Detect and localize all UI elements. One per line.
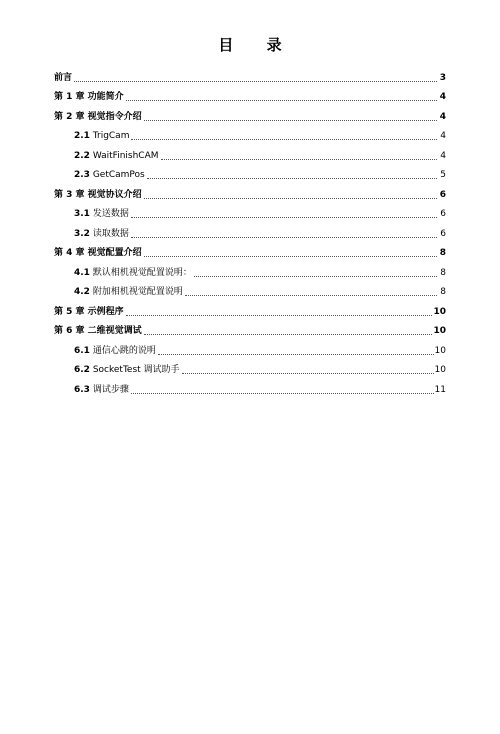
toc-entry-chapter-1[interactable] xyxy=(54,84,446,104)
toc-entry-4-2[interactable] xyxy=(54,279,446,299)
toc-entry-page: 4 xyxy=(440,150,446,161)
toc-entry-4-1[interactable] xyxy=(54,259,446,279)
toc-entry-number: 6.2 xyxy=(74,365,90,375)
toc-entry-number: 2.3 xyxy=(74,170,90,180)
toc-entry-6-2[interactable] xyxy=(54,357,446,377)
toc-entry-page: 10 xyxy=(434,345,446,356)
toc-entry-number: 2.2 xyxy=(74,150,90,161)
table-of-contents xyxy=(54,64,446,396)
toc-entry-page: 5 xyxy=(440,170,446,180)
toc-entry-chapter-4[interactable] xyxy=(54,240,446,260)
toc-entry-label: 调试步骤 xyxy=(89,384,129,395)
toc-leader-dots xyxy=(131,393,434,394)
toc-leader-dots xyxy=(131,139,437,140)
toc-entry-label: 读取数据 xyxy=(89,228,129,239)
toc-entry-label: WaitFinishCAM xyxy=(89,150,159,161)
toc-entry-label: 前言 xyxy=(54,72,73,83)
toc-entry-2-1[interactable] xyxy=(54,123,446,143)
toc-entry-label: 附加相机视觉配置说明 xyxy=(89,287,183,297)
toc-entry-page: 4 xyxy=(440,131,446,141)
toc-entry-chapter-3[interactable] xyxy=(54,181,446,201)
toc-entry-chapter-5[interactable] xyxy=(54,298,446,318)
toc-leader-dots xyxy=(131,237,437,238)
toc-entry-page: 10 xyxy=(434,365,446,375)
toc-entry-page: 6 xyxy=(440,209,446,219)
toc-leader-dots xyxy=(144,120,437,121)
toc-leader-dots xyxy=(126,315,433,316)
toc-entry-number: 6.1 xyxy=(74,345,90,356)
toc-entry-page: 10 xyxy=(433,326,446,336)
toc-entry-label: 第 5 章 示例程序 xyxy=(54,306,124,317)
toc-leader-dots xyxy=(74,81,437,82)
toc-entry-chapter-6[interactable] xyxy=(54,318,446,338)
toc-entry-label: 第 1 章 功能简介 xyxy=(54,92,124,102)
toc-leader-dots xyxy=(161,159,437,160)
toc-entry-6-1[interactable] xyxy=(54,337,446,357)
toc-leader-dots xyxy=(131,217,437,218)
toc-leader-dots xyxy=(144,256,437,257)
toc-entry-2-2[interactable] xyxy=(54,142,446,162)
toc-entry-number: 4.2 xyxy=(74,287,90,297)
toc-entry-3-2[interactable] xyxy=(54,220,446,240)
toc-entry-page: 10 xyxy=(433,306,446,317)
toc-entry-page: 6 xyxy=(440,228,446,239)
toc-entry-label: GetCamPos xyxy=(89,170,145,180)
toc-leader-dots xyxy=(185,295,437,296)
toc-entry-page: 6 xyxy=(439,189,446,200)
toc-entry-page: 3 xyxy=(439,72,446,83)
toc-leader-dots xyxy=(182,373,434,374)
toc-leader-dots xyxy=(147,178,437,179)
toc-entry-number: 6.3 xyxy=(74,384,90,395)
toc-entry-label: TrigCam xyxy=(89,131,130,141)
toc-entry-label: 第 4 章 视觉配置介绍 xyxy=(54,248,142,258)
toc-entry-label: 发送数据 xyxy=(89,209,129,219)
toc-entry-page: 4 xyxy=(439,111,446,122)
toc-entry-number: 4.1 xyxy=(74,267,90,278)
toc-entry-preface[interactable] xyxy=(54,64,446,84)
toc-entry-label: SocketTest 调试助手 xyxy=(89,365,180,375)
toc-leader-dots xyxy=(194,276,437,277)
toc-entry-label: 默认相机视觉配置说明： xyxy=(89,267,192,278)
toc-entry-page: 4 xyxy=(439,92,446,102)
toc-leader-dots xyxy=(144,334,433,335)
toc-entry-page: 8 xyxy=(439,248,446,258)
toc-leader-dots xyxy=(158,354,434,355)
toc-entry-page: 11 xyxy=(434,384,446,395)
toc-entry-6-3[interactable] xyxy=(54,376,446,396)
toc-leader-dots xyxy=(144,198,437,199)
toc-entry-number: 2.1 xyxy=(74,131,90,141)
toc-title: 目 录 xyxy=(218,36,296,54)
toc-entry-number: 3.1 xyxy=(74,209,90,219)
toc-entry-2-3[interactable] xyxy=(54,162,446,182)
toc-entry-label: 第 6 章 二维视觉调试 xyxy=(54,326,142,336)
toc-entry-label: 通信心跳的说明 xyxy=(89,345,156,356)
toc-entry-3-1[interactable] xyxy=(54,201,446,221)
toc-leader-dots xyxy=(126,100,437,101)
toc-entry-label: 第 2 章 视觉指令介绍 xyxy=(54,111,142,122)
toc-entry-label: 第 3 章 视觉协议介绍 xyxy=(54,189,142,200)
toc-entry-page: 8 xyxy=(440,287,446,297)
toc-entry-page: 8 xyxy=(440,267,446,278)
toc-entry-chapter-2[interactable] xyxy=(54,103,446,123)
toc-entry-number: 3.2 xyxy=(74,228,90,239)
